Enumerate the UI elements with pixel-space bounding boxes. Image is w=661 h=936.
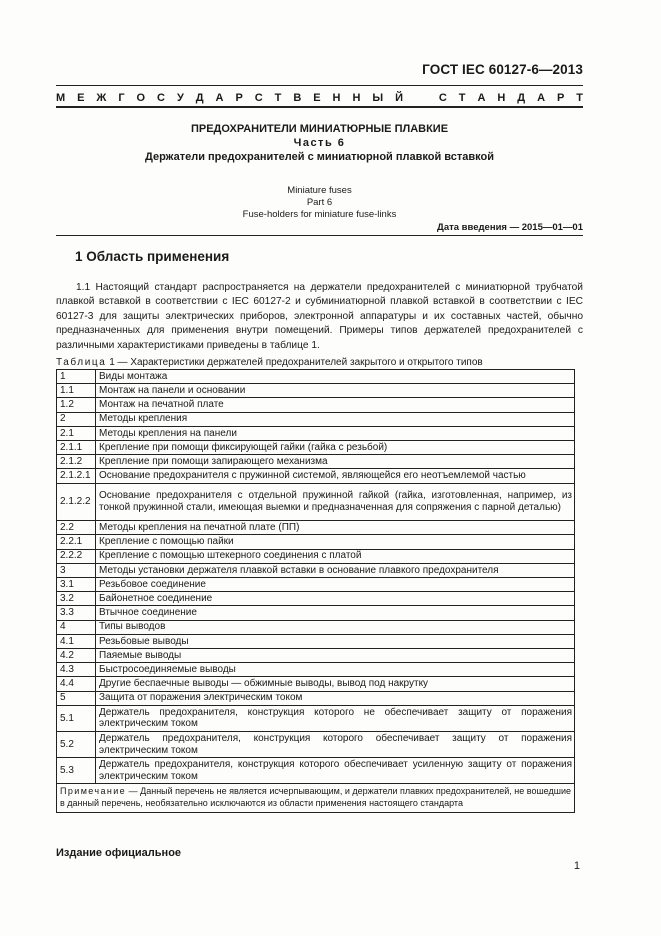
row-code: 1 xyxy=(57,370,96,384)
table-row xyxy=(57,758,575,784)
title-part: Часть 6 xyxy=(293,137,346,149)
banner-letter: Н xyxy=(497,92,506,104)
table-row xyxy=(57,440,575,454)
row-text: Держатель предохранителя, конструкция которого не обеспечивает защиту от поражения электрическим током xyxy=(96,705,575,731)
table-row xyxy=(57,634,575,648)
row-code: 1.2 xyxy=(57,398,96,412)
banner-letter: Р xyxy=(556,92,565,104)
table-note-word: Примечание xyxy=(60,786,127,797)
banner-letter: Й xyxy=(395,92,403,104)
row-code: 2.1 xyxy=(57,426,96,440)
row-text: Паяемые выводы xyxy=(96,648,575,662)
row-code: 2.1.2 xyxy=(57,455,96,469)
banner-letter: Н xyxy=(332,92,341,104)
row-code: 5.2 xyxy=(57,731,96,757)
banner-letter: Е xyxy=(77,92,85,104)
page-number: 1 xyxy=(573,860,580,872)
row-text: Основание предохранителя с отдельной пружинной гайкой (гайка, изготовленная, например, из тонкой пружинной стали, имеющая выемки и предназначенная для сопряжения с парной деталью) xyxy=(96,483,575,521)
title-english-2: Part 6 xyxy=(306,197,333,208)
row-text: Крепление при помощи фиксирующей гайки (гайка с резьбой) xyxy=(96,440,575,454)
section-heading: 1 Область применения xyxy=(75,249,230,264)
row-text: Методы крепления на печатной плате (ПП) xyxy=(96,521,575,535)
banner-letter: Т xyxy=(576,92,583,104)
table-note xyxy=(57,784,575,813)
banner-letter: Н xyxy=(352,92,361,104)
row-code: 5 xyxy=(57,691,96,705)
row-code: 2.1.2.1 xyxy=(57,469,96,483)
table-row xyxy=(57,677,575,691)
row-code: 3.1 xyxy=(57,578,96,592)
row-code: 2.1.2.2 xyxy=(57,483,96,521)
row-text: Основание предохранителя с пружинной системой, являющейся его неотъемлемой частью xyxy=(96,469,575,483)
interstate-standard-banner xyxy=(56,92,583,104)
table-row xyxy=(57,606,575,620)
row-code: 3.3 xyxy=(57,606,96,620)
row-code: 2.2.1 xyxy=(57,535,96,549)
banner-letter: У xyxy=(176,92,184,104)
table-caption-text: 1 — Характеристики держателей предохранителей закрытого и открытого типов xyxy=(106,357,483,368)
row-text: Монтаж на печатной плате xyxy=(96,398,575,412)
banner-letter: А xyxy=(215,92,224,104)
row-code: 2.2.2 xyxy=(57,549,96,563)
table-row xyxy=(57,384,575,398)
row-code: 4 xyxy=(57,620,96,634)
row-text: Резьбовое соединение xyxy=(96,578,575,592)
row-text: Типы выводов xyxy=(96,620,575,634)
title-english-1: Miniature fuses xyxy=(287,185,352,196)
table-note-text: — Данный перечень не является исчерпывающим, и держатели плавких предохранителей, не вошедшие в данный перечень, необязательно исключаются из области применения настоящего стандарта xyxy=(60,786,571,808)
table-row xyxy=(57,521,575,535)
row-code: 1.1 xyxy=(57,384,96,398)
row-text: Быстросоединяемые выводы xyxy=(96,663,575,677)
row-text: Защита от поражения электрическим током xyxy=(96,691,575,705)
table-row xyxy=(57,549,575,563)
row-text: Держатель предохранителя, конструкция которого обеспечивает защиту от поражения электрическим током xyxy=(96,731,575,757)
title-main: ПРЕДОХРАНИТЕЛИ МИНИАТЮРНЫЕ ПЛАВКИЕ xyxy=(190,123,449,135)
banner-letter: А xyxy=(537,92,546,104)
top-rule xyxy=(56,85,583,86)
table-row xyxy=(57,398,575,412)
banner-letter: С xyxy=(438,92,447,104)
row-text: Другие беспаечные выводы — обжимные выводы, вывод под накрутку xyxy=(96,677,575,691)
row-code: 4.1 xyxy=(57,634,96,648)
row-code: 4.3 xyxy=(57,663,96,677)
table-row xyxy=(57,731,575,757)
banner-letter: С xyxy=(157,92,165,104)
table-caption-word: Таблица xyxy=(56,357,107,368)
banner-letter: Т xyxy=(274,92,282,104)
table-row xyxy=(57,563,575,577)
row-text: Втычное соединение xyxy=(96,606,575,620)
table-row xyxy=(57,705,575,731)
introduction-date: Дата введения — 2015—01—01 xyxy=(437,222,583,233)
banner-letter: В xyxy=(293,92,302,104)
banner-letter: Р xyxy=(235,92,243,104)
row-text: Монтаж на панели и основании xyxy=(96,384,575,398)
banner-letter: О xyxy=(136,92,146,104)
banner-letter: Ы xyxy=(372,92,384,104)
banner-letter: М xyxy=(56,92,66,104)
row-text: Методы крепления на панели xyxy=(96,426,575,440)
row-text: Резьбовые выводы xyxy=(96,634,575,648)
official-edition-label: Издание официальное xyxy=(56,847,182,859)
row-code: 3.2 xyxy=(57,592,96,606)
table-row xyxy=(57,648,575,662)
table-row xyxy=(57,691,575,705)
row-code: 4.2 xyxy=(57,648,96,662)
row-code: 2 xyxy=(57,412,96,426)
row-text: Виды монтажа xyxy=(96,370,575,384)
banner-letter: Г xyxy=(118,92,125,104)
table-note-row xyxy=(57,784,575,813)
table-row xyxy=(57,426,575,440)
banner-letter: Д xyxy=(195,92,204,104)
table-caption xyxy=(56,357,483,368)
title-english-3: Fuse-holders for miniature fuse-links xyxy=(242,209,397,220)
banner-letter: А xyxy=(477,92,486,104)
document-code: ГОСТ IEC 60127-6—2013 xyxy=(422,62,583,77)
table-row xyxy=(57,469,575,483)
row-text: Держатель предохранителя, конструкция которого обеспечивает усиленную защиту от поражения электрическим током xyxy=(96,758,575,784)
row-text: Крепление с помощью штекерного соединения с платой xyxy=(96,549,575,563)
characteristics-table xyxy=(56,369,575,813)
row-text: Крепление с помощью пайки xyxy=(96,535,575,549)
banner-letter: С xyxy=(254,92,263,104)
row-text: Байонетное соединение xyxy=(96,592,575,606)
banner-letter: Т xyxy=(458,92,466,104)
row-text: Крепление при помощи запирающего механизма xyxy=(96,455,575,469)
table-row xyxy=(57,483,575,521)
row-code: 5.1 xyxy=(57,705,96,731)
banner-letter: Д xyxy=(517,92,526,104)
table-row xyxy=(57,455,575,469)
banner-letter: Ж xyxy=(96,92,107,104)
table-row xyxy=(57,663,575,677)
title-subtitle: Держатели предохранителей с миниатюрной плавкой вставкой xyxy=(145,151,494,163)
table-row xyxy=(57,578,575,592)
table-row xyxy=(57,620,575,634)
row-text: Методы установки держателя плавкой вставки в основание плавкого предохранителя xyxy=(96,563,575,577)
banner-letter: Е xyxy=(313,92,321,104)
scope-paragraph: 1.1 Настоящий стандарт распространяется на держатели предохранителей с миниатюрной трубчатой плавкой вставкой в соответствии с IEC 60127-2 и субминиатюрной плавкой вставкой в соответствии с IEC 60127-3 для защиты электрических приборов, электронной аппаратуры и их составных частей, обычно предназначенных для применения внутри помещений. Примеры типов держателей предохранителей с различными характеристиками приведены в таблице 1. xyxy=(56,282,583,351)
table-row xyxy=(57,592,575,606)
table-row xyxy=(57,370,575,384)
row-code: 5.3 xyxy=(57,758,96,784)
date-rule xyxy=(56,235,583,236)
banner-rule xyxy=(56,106,583,108)
title-block xyxy=(56,122,583,221)
row-code: 3 xyxy=(57,563,96,577)
row-code: 4.4 xyxy=(57,677,96,691)
row-code: 2.2 xyxy=(57,521,96,535)
table-row xyxy=(57,412,575,426)
row-code: 2.1.1 xyxy=(57,440,96,454)
row-text: Методы крепления xyxy=(96,412,575,426)
table-row xyxy=(57,535,575,549)
